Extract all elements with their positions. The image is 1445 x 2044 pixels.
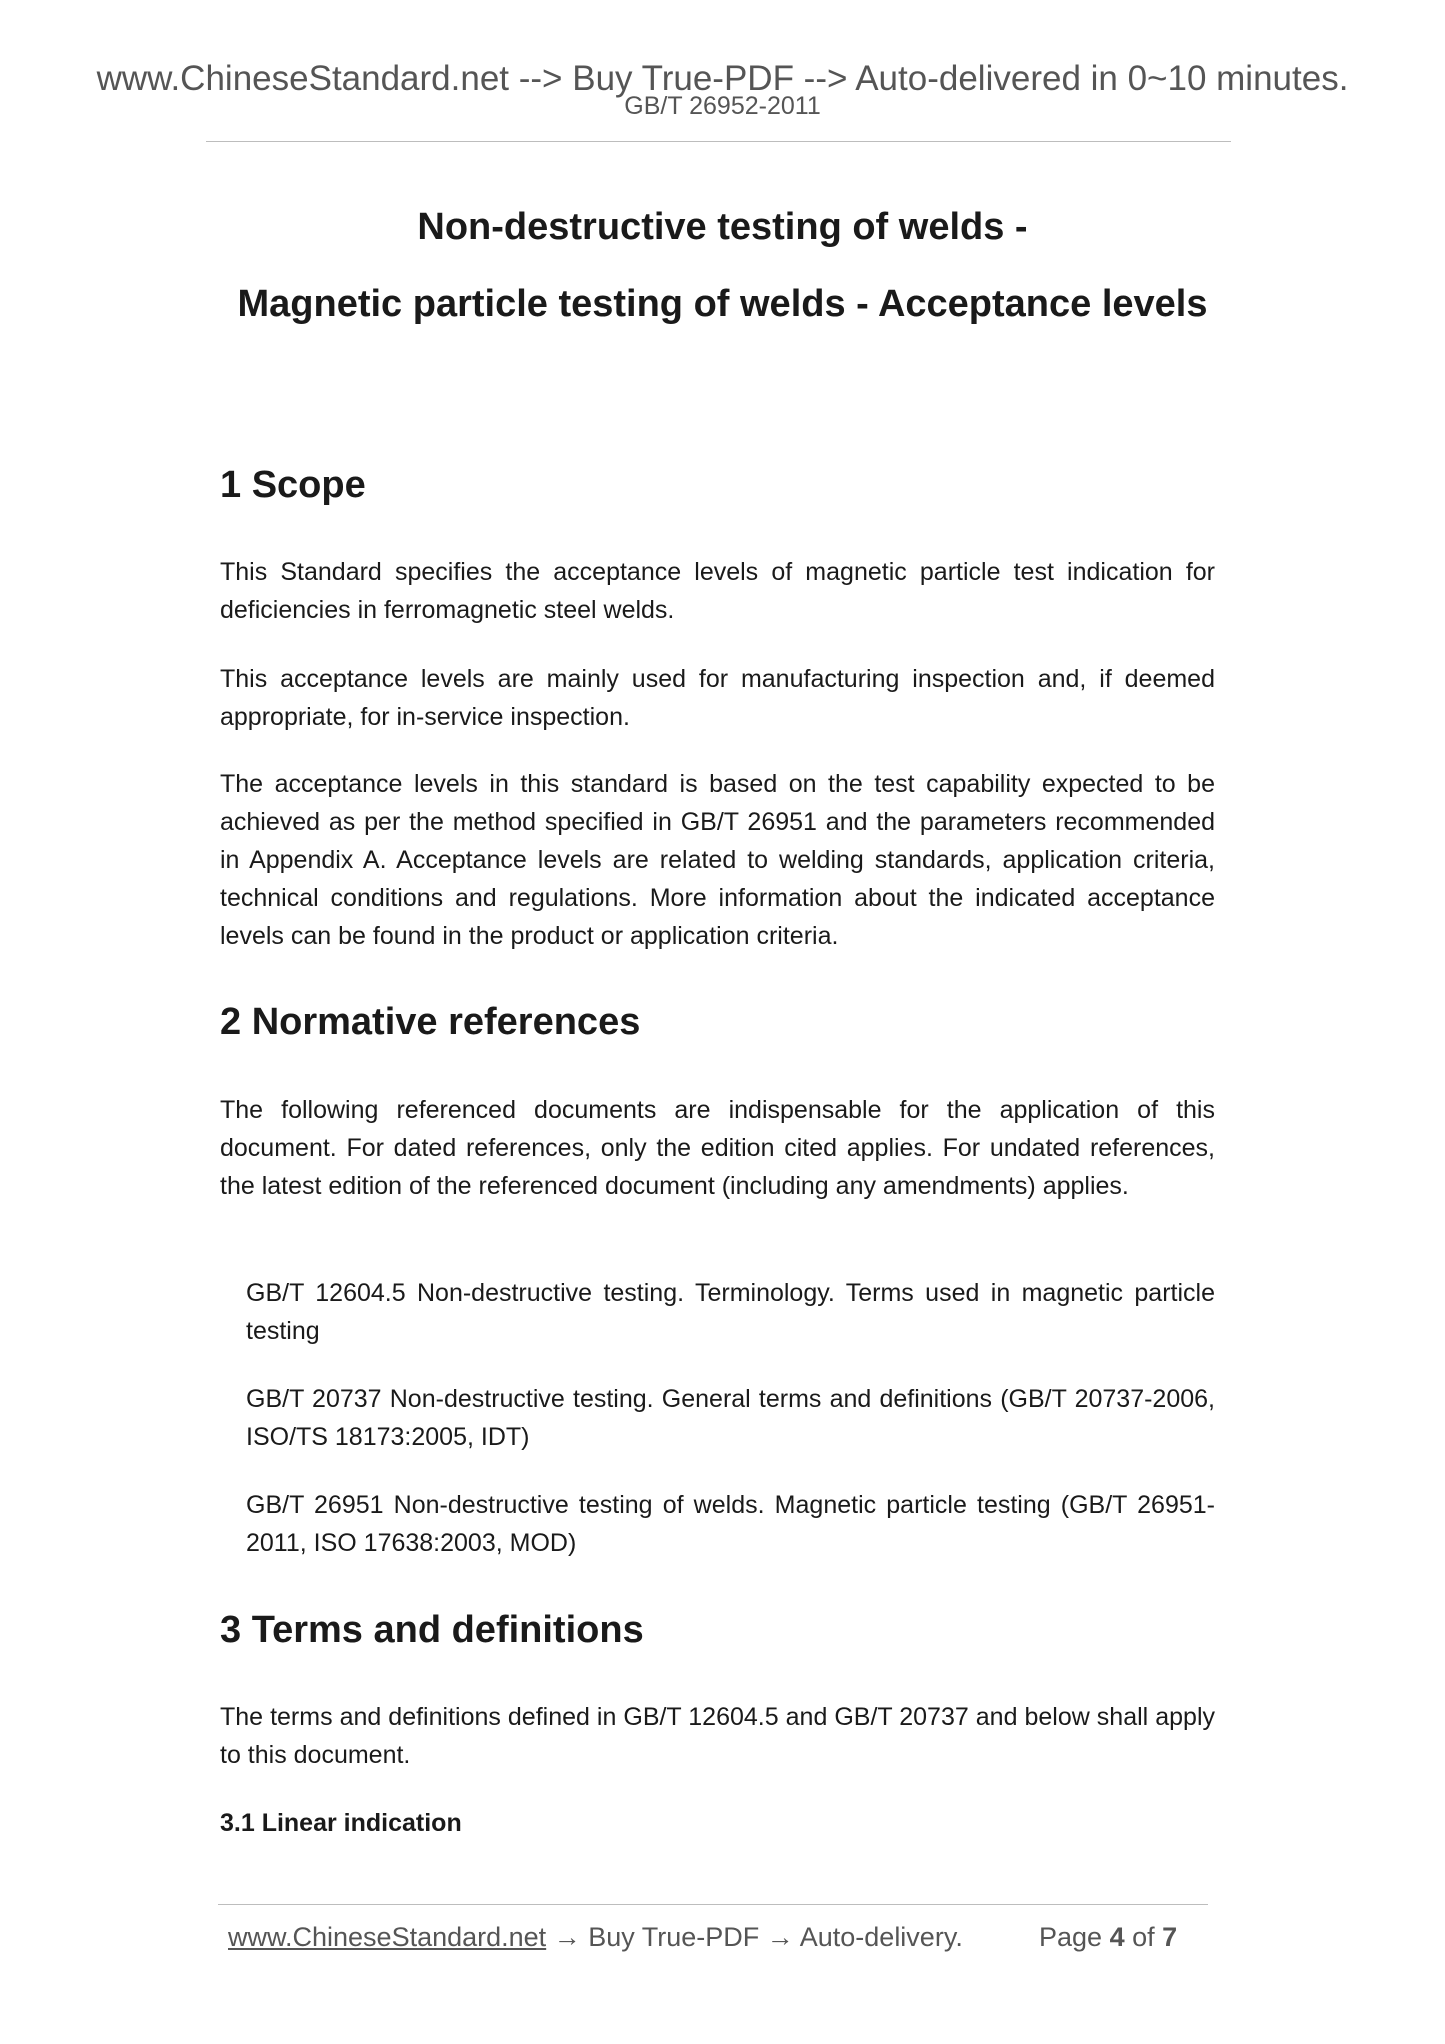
section-heading-scope: 1 Scope: [220, 464, 366, 506]
subsection-heading-linear-indication: 3.1 Linear indication: [220, 1809, 462, 1837]
footer-site-link[interactable]: www.ChineseStandard.net: [228, 1922, 547, 1952]
scope-paragraph-3: The acceptance levels in this standard is based on the test capability expected to be achieved as per the method specified in GB/T 26951 and the parameters recommended in Appendix A. Acceptance levels are related to welding standards, application criteria, technical conditions and regulations. More information about the indicated acceptance levels can be found in the product or application criteria.: [220, 770, 1215, 950]
page-indicator: [1039, 1920, 1177, 1954]
header-divider: [206, 141, 1231, 142]
page-current: 4: [1109, 1922, 1125, 1952]
reference-item: GB/T 20737 Non-destructive testing. General terms and definitions (GB/T 20737-2006, ISO/TS 18173:2005, IDT): [246, 1385, 1215, 1451]
document-title-line2: Magnetic particle testing of welds - Acceptance levels: [237, 283, 1208, 325]
page-total: 7: [1162, 1922, 1178, 1952]
section-heading-normative-references: 2 Normative references: [220, 1001, 641, 1043]
scope-paragraph-2: This acceptance levels are mainly used for manufacturing inspection and, if deemed appropriate, for in-service inspection.: [220, 665, 1215, 731]
section-heading-terms: 3 Terms and definitions: [220, 1609, 644, 1651]
page-label: Page: [1039, 1922, 1103, 1952]
of-label: of: [1132, 1922, 1155, 1952]
normative-paragraph: The following referenced documents are indispensable for the application of this document. For dated references, only the edition cited applies. For undated references, the latest edition of the referenced document (including any amendments) applies.: [220, 1096, 1215, 1200]
footer-divider: [218, 1904, 1208, 1905]
document-title-line1: Non-destructive testing of welds -: [417, 206, 1028, 248]
header-banner: www.ChineseStandard.net --> Buy True-PDF --> Auto-delivered in 0~10 minutes.: [96, 59, 1349, 98]
scope-paragraph-1: This Standard specifies the acceptance levels of magnetic particle test indication for deficiencies in ferromagnetic steel welds.: [220, 558, 1215, 624]
terms-paragraph: The terms and definitions defined in GB/T 12604.5 and GB/T 20737 and below shall apply to this document.: [220, 1703, 1215, 1769]
standard-number: GB/T 26952-2011: [624, 92, 821, 120]
reference-item: GB/T 26951 Non-destructive testing of welds. Magnetic particle testing (GB/T 26951-2011, ISO 17638:2003, MOD): [246, 1491, 1215, 1557]
footer-left: [228, 1920, 963, 1954]
reference-item: GB/T 12604.5 Non-destructive testing. Terminology. Terms used in magnetic particle testing: [246, 1279, 1215, 1345]
footer-promo-text: → Buy True-PDF → Auto-delivery.: [546, 1922, 963, 1952]
